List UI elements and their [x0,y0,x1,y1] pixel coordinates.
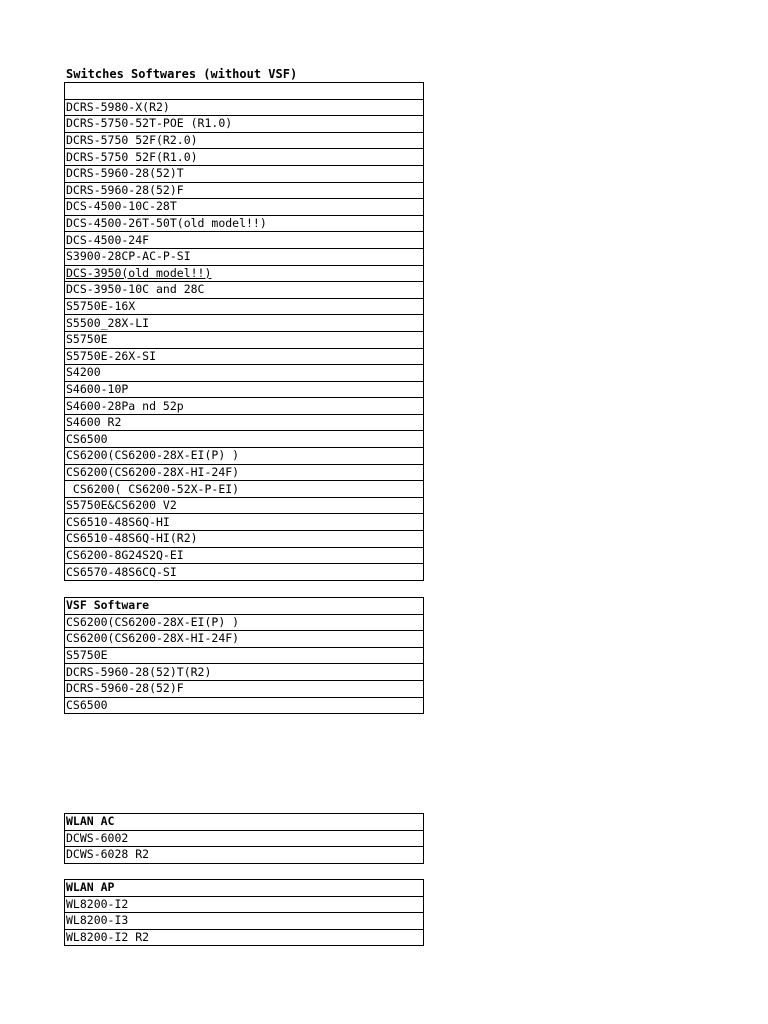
wlan-ac-header: WLAN AC [65,814,424,831]
table-row [65,431,424,448]
table-row [65,414,424,431]
table-row [65,614,424,631]
table-row [65,348,424,365]
table-cell: CS6570-48S6CQ-SI [65,564,424,581]
table-cell: S5500_28X-LI [65,315,424,332]
table-cell: S5750E-26X-SI [65,348,424,365]
table-cell: DCRS-5960-28(52)T [65,165,424,182]
table-cell: DCRS-5960-28(52)F [65,182,424,199]
table-cell: DCRS-5960-28(52)F [65,680,424,697]
table-row [65,481,424,498]
table-row [65,315,424,332]
table-cell: S4600 R2 [65,414,424,431]
table-row [65,182,424,199]
table-row [65,830,424,847]
vsf-table [64,597,424,714]
table-cell: CS6200(CS6200-28X-HI-24F) [65,631,424,648]
switches-table [64,82,424,581]
table-row [65,248,424,265]
table-cell: S5750E-16X [65,298,424,315]
table-cell: DCS-3950-10C and 28C [65,282,424,299]
wlan-ap-header: WLAN AP [65,880,424,897]
table-cell: WL8200-I2 [65,896,424,913]
table-cell: CS6200(CS6200-28X-EI(P) ) [65,614,424,631]
table-header-row [65,814,424,831]
table-cell: DCS-4500-24F [65,232,424,249]
table-row [65,116,424,133]
table-row [65,298,424,315]
table-cell: CS6200(CS6200-28X-HI-24F) [65,464,424,481]
table-row [65,464,424,481]
table-cell: DCS-4500-26T-50T(old model!!) [65,215,424,232]
table-row [65,398,424,415]
table-row [65,631,424,648]
table-cell: S5750E [65,331,424,348]
table-cell: WL8200-I3 [65,913,424,930]
table-cell: CS6200( CS6200-52X-P-EI) [65,481,424,498]
table-row [65,265,424,282]
table-cell: DCRS-5750-52T-POE (R1.0) [65,116,424,133]
wlan-ap-table [64,879,424,946]
table-row [65,647,424,664]
table-cell: CS6500 [65,697,424,714]
table-row [65,514,424,531]
table-row [65,847,424,864]
table-row [65,381,424,398]
table-row [65,83,424,100]
table-row [65,680,424,697]
table-header-row [65,598,424,615]
table-row [65,896,424,913]
table-cell: DCRS-5960-28(52)T(R2) [65,664,424,681]
table-cell [65,83,424,100]
switches-section-title: Switches Softwares (without VSF) [66,67,298,81]
table-cell: DCRS-5750 52F(R1.0) [65,149,424,166]
table-row [65,913,424,930]
table-cell: CS6200(CS6200-28X-EI(P) ) [65,448,424,465]
table-row [65,149,424,166]
table-cell: S4600-10P [65,381,424,398]
table-row [65,99,424,116]
table-cell: S5750E [65,647,424,664]
table-row [65,664,424,681]
table-cell: S3900-28CP-AC-P-SI [65,248,424,265]
table-cell: DCS-3950(old model!!) [65,265,424,282]
table-row [65,564,424,581]
table-cell: DCRS-5980-X(R2) [65,99,424,116]
table-cell: WL8200-I2 R2 [65,929,424,946]
table-cell: DCWS-6028 R2 [65,847,424,864]
vsf-header: VSF Software [65,598,424,615]
table-row [65,448,424,465]
table-row [65,132,424,149]
table-row [65,282,424,299]
table-cell: CS6510-48S6Q-HI(R2) [65,531,424,548]
table-cell: DCS-4500-10C-28T [65,199,424,216]
wlan-ac-table [64,813,424,864]
table-row [65,199,424,216]
table-row [65,165,424,182]
table-row [65,531,424,548]
table-cell: CS6200-8G24S2Q-EI [65,547,424,564]
table-header-row [65,880,424,897]
table-cell: S4200 [65,365,424,382]
table-row [65,232,424,249]
table-row [65,697,424,714]
table-cell: S5750E&CS6200 V2 [65,497,424,514]
table-row [65,497,424,514]
table-row [65,215,424,232]
table-cell: DCRS-5750 52F(R2.0) [65,132,424,149]
table-cell: S4600-28Pa nd 52p [65,398,424,415]
table-cell: DCWS-6002 [65,830,424,847]
table-row [65,929,424,946]
table-row [65,331,424,348]
table-row [65,547,424,564]
table-cell: CS6510-48S6Q-HI [65,514,424,531]
table-row [65,365,424,382]
table-cell: CS6500 [65,431,424,448]
